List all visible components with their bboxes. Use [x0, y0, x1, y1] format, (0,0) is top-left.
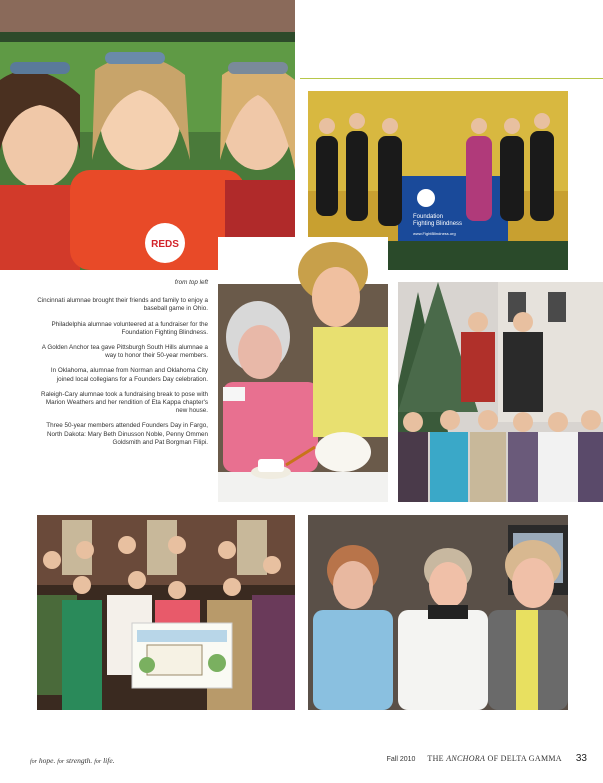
magazine-title-italic: ANCHORA	[446, 754, 486, 763]
tagline-for: for	[94, 759, 102, 765]
photo-golden-anchor-tea	[218, 237, 388, 502]
tagline-for: for	[30, 759, 38, 765]
accent-rule	[300, 78, 603, 79]
photo-oklahoma-founders-day	[398, 282, 603, 502]
magazine-title-pre: THE	[427, 754, 447, 763]
page-number: 33	[575, 753, 587, 764]
banner-line2: Fighting Blindness	[413, 221, 463, 227]
tagline-strength: strength.	[64, 756, 95, 765]
caption-item: Three 50-year members attended Founders Day in Fargo, North Dakota: Mary Beth Dinusson Noble, Penny Ommen Goldsmith and Pat Borgman Filipi.	[46, 422, 208, 446]
caption-item: In Oklahoma, alumnae from Norman and Oklahoma City joined local collegians for a Founders Day celebration.	[50, 367, 208, 383]
footer-tagline	[30, 756, 115, 765]
photo-raleigh-cary	[37, 515, 295, 710]
caption-item: A Golden Anchor tea gave Pittsburgh South Hills alumnae a way to honor their 50-year members.	[41, 344, 208, 360]
caption-item: Raleigh-Cary alumnae took a fundraising break to pose with Marion Weathers and her rendition of Eta Kappa chapter's new house.	[41, 390, 208, 415]
caption-item: Philadelphia alumnae volunteered at a fundraiser for the Foundation Fighting Blindness.	[51, 320, 208, 336]
footer-right	[387, 753, 587, 764]
photo-captions	[36, 279, 208, 454]
photo-fargo-founders-day	[308, 515, 568, 710]
tagline-for: for	[57, 759, 65, 765]
magazine-title-post: OF DELTA GAMMA	[485, 754, 562, 763]
photo-cincinnati-baseball	[0, 0, 295, 270]
reds-logo-text: REDS	[151, 239, 179, 250]
magazine-title	[427, 754, 561, 763]
issue-date: Fall 2010	[386, 756, 416, 763]
tagline-hope: hope.	[37, 756, 58, 765]
banner-url: www.FightBlindness.org	[413, 231, 456, 236]
captions-heading: from top left	[174, 279, 208, 286]
tagline-life: life.	[101, 756, 115, 765]
caption-item: Cincinnati alumnae brought their friends and family to enjoy a baseball game in Ohio.	[37, 297, 208, 313]
banner-line1: Foundation	[413, 214, 444, 220]
